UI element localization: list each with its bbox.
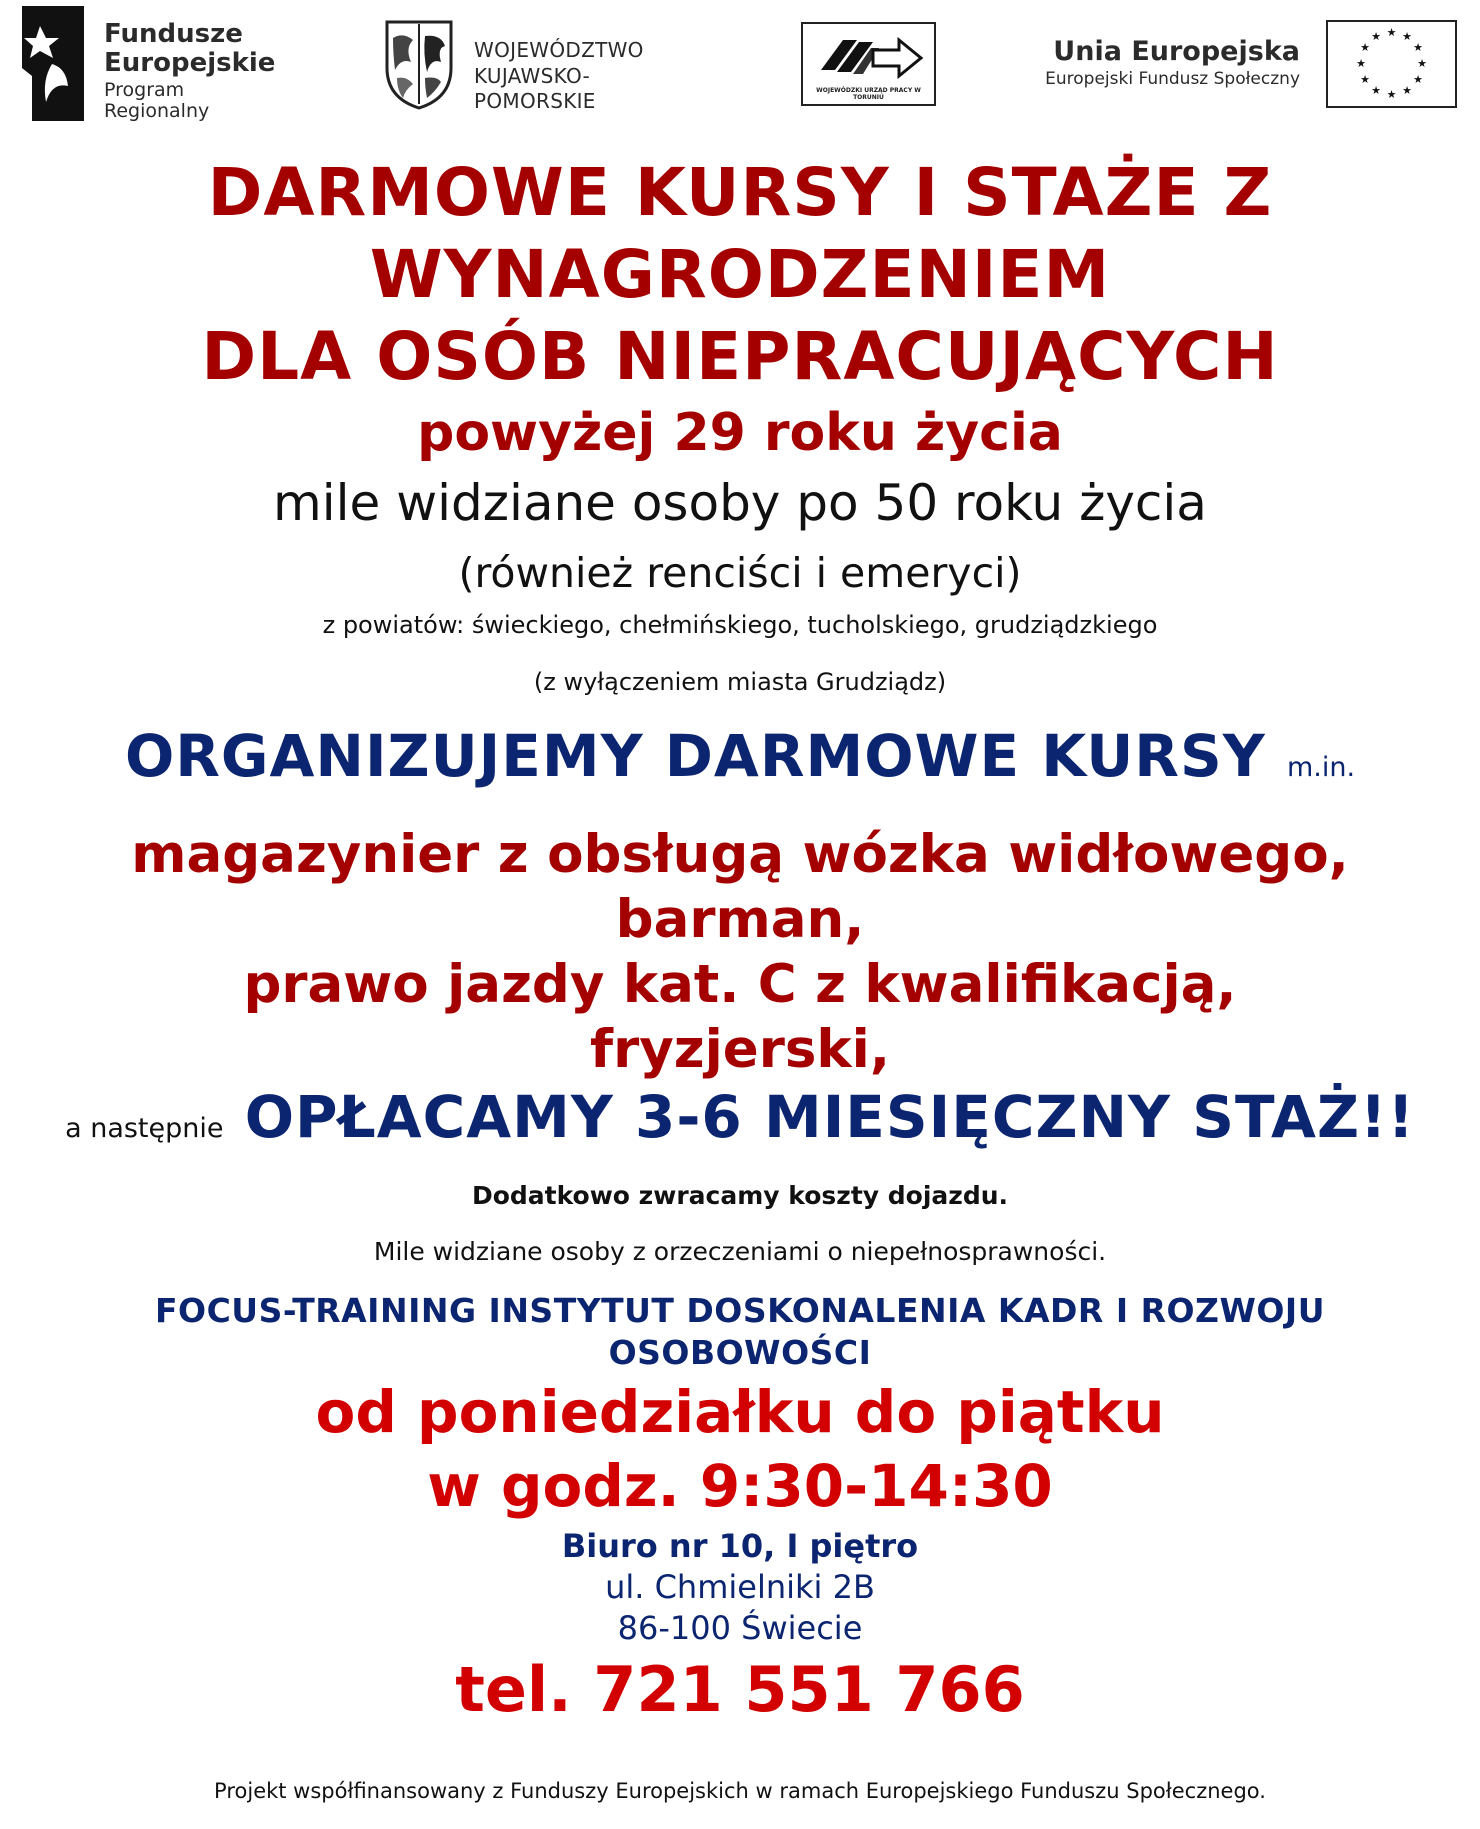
unia-europejska-text bbox=[1000, 36, 1300, 89]
disability-note: Mile widziane osoby z orzeczeniami o niepełnosprawności. bbox=[373, 1237, 1107, 1266]
unia-line1: Unia Europejska bbox=[1053, 36, 1300, 67]
headline-line2: WYNAGRODZENIEM bbox=[369, 236, 1111, 313]
svg-text:★: ★ bbox=[1402, 84, 1412, 97]
svg-text:★: ★ bbox=[1413, 41, 1423, 54]
svg-text:★: ★ bbox=[1386, 26, 1397, 39]
eu-flag-logo bbox=[1326, 20, 1457, 108]
svg-text:★: ★ bbox=[1356, 57, 1366, 70]
funding-footer: Projekt współfinansowany z Funduszy Europejskich w ramach Europejskiego Funduszu Społecznego. bbox=[214, 1779, 1266, 1803]
course-item: magazynier z obsługą wózka widłowego, bbox=[131, 824, 1349, 885]
headline-line3: DLA OSÓB NIEPRACUJĄCYCH bbox=[201, 318, 1279, 395]
internship-main: OPŁACAMY 3-6 MIESIĘCZNY STAŻ!! bbox=[244, 1083, 1415, 1151]
coat-of-arms-icon bbox=[383, 18, 455, 110]
office-hours: w godz. 9:30-14:30 bbox=[427, 1452, 1053, 1520]
svg-text:★: ★ bbox=[1360, 73, 1370, 86]
internship-line bbox=[0, 1083, 1480, 1151]
wup-torun-logo bbox=[801, 22, 936, 106]
districts: z powiatów: świeckiego, chełmińskiego, tucholskiego, grudziądzkiego bbox=[322, 611, 1158, 639]
office-room: Biuro nr 10, I piętro bbox=[561, 1527, 919, 1565]
institute-line2: OSOBOWOŚCI bbox=[608, 1333, 872, 1372]
office-street: ul. Chmielniki 2B bbox=[605, 1568, 875, 1606]
age-requirement: powyżej 29 roku życia bbox=[417, 403, 1063, 463]
svg-text:★: ★ bbox=[1413, 73, 1423, 86]
organize-suffix: m.in. bbox=[1286, 752, 1356, 783]
travel-costs: Dodatkowo zwracamy koszty dojazdu. bbox=[471, 1181, 1009, 1210]
institute-line1: FOCUS-TRAINING INSTYTUT DOSKONALENIA KADR I ROZWOJU bbox=[154, 1291, 1326, 1330]
course-item: barman, bbox=[615, 889, 865, 950]
course-item: fryzjerski, bbox=[590, 1019, 890, 1080]
office-city: 86-100 Świecie bbox=[617, 1609, 863, 1647]
wup-caption: WOJEWÓDZKI URZĄD PRACY W TORUNIU bbox=[816, 86, 921, 101]
fundusze-line1: Fundusze bbox=[104, 19, 243, 49]
wojewodztwo-text bbox=[474, 38, 644, 115]
svg-text:★: ★ bbox=[1360, 41, 1370, 54]
fundusze-line2: Europejskie bbox=[104, 48, 276, 79]
logo-bar bbox=[0, 0, 1480, 140]
eu-stars-icon bbox=[1328, 22, 1455, 106]
retirees-note: (również renciści i emeryci) bbox=[458, 549, 1022, 597]
svg-text:★: ★ bbox=[1371, 30, 1381, 43]
internship-prefix: a następnie bbox=[65, 1113, 224, 1144]
organize-heading bbox=[0, 722, 1480, 790]
welcome-50: mile widziane osoby po 50 roku życia bbox=[273, 474, 1207, 532]
office-days: od poniedziałku do piątku bbox=[315, 1378, 1165, 1446]
svg-text:★: ★ bbox=[1371, 84, 1381, 97]
arrow-doors-icon bbox=[813, 30, 928, 86]
wojewodztwo-line1: WOJEWÓDZTWO bbox=[474, 38, 644, 62]
svg-text:★: ★ bbox=[1402, 30, 1412, 43]
svg-text:★: ★ bbox=[1417, 57, 1427, 70]
organize-main: ORGANIZUJEMY DARMOWE KURSY bbox=[124, 722, 1266, 790]
phone-number: tel. 721 551 766 bbox=[455, 1653, 1025, 1726]
fundusze-line3: Program Regionalny bbox=[104, 79, 210, 123]
svg-text:★: ★ bbox=[1386, 88, 1397, 101]
unia-line2: Europejski Fundusz Społeczny bbox=[1045, 69, 1300, 89]
fundusze-europejskie-text bbox=[104, 20, 275, 123]
wojewodztwo-line2: KUJAWSKO-POMORSKIE bbox=[474, 63, 596, 114]
headline-line1: DARMOWE KURSY I STAŻE Z bbox=[207, 154, 1273, 231]
fundusze-europejskie-mark-icon bbox=[22, 6, 84, 121]
exclusion-note: (z wyłączeniem miasta Grudziądz) bbox=[533, 668, 947, 696]
course-item: prawo jazdy kat. C z kwalifikacją, bbox=[243, 954, 1237, 1015]
